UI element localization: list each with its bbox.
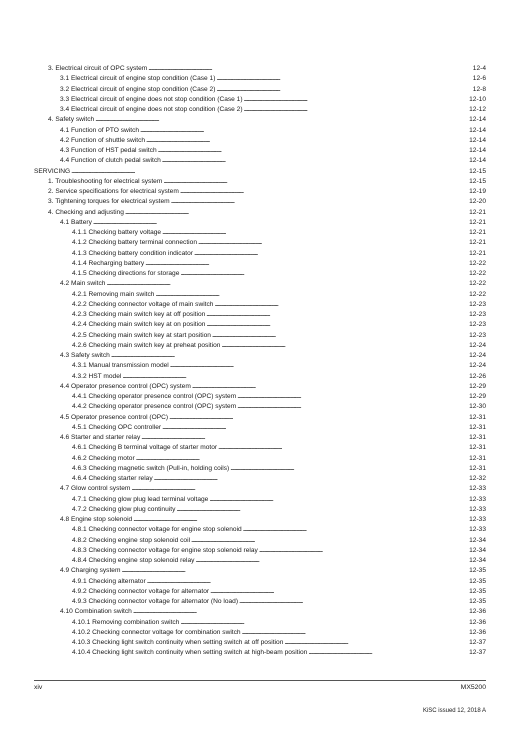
dot-leader xyxy=(206,320,468,330)
dot-leader xyxy=(145,259,468,269)
toc-entry-page: 12-30 xyxy=(469,403,486,411)
toc-entry-page: 12-15 xyxy=(469,167,486,175)
toc-entry-title: 4.1.2 Checking battery terminal connection xyxy=(72,239,197,247)
dot-leader xyxy=(237,392,468,402)
toc-entry-page: 12-34 xyxy=(469,546,486,554)
dot-leader xyxy=(180,269,468,279)
toc-entry[interactable] xyxy=(34,423,486,433)
toc-entry-page: 12-34 xyxy=(469,536,486,544)
toc-entry[interactable] xyxy=(34,126,486,136)
toc-entry-page: 12-35 xyxy=(469,587,486,595)
toc-entry[interactable] xyxy=(34,515,486,525)
toc-entry[interactable] xyxy=(34,269,486,279)
toc-entry[interactable] xyxy=(34,495,486,505)
dot-leader xyxy=(141,433,468,443)
dot-leader xyxy=(171,197,468,207)
model-name: MX5200 xyxy=(460,684,486,691)
toc-entry-page: 12-6 xyxy=(472,75,486,83)
dot-leader xyxy=(169,413,468,423)
toc-entry[interactable] xyxy=(34,392,486,402)
toc-entry-page: 12-31 xyxy=(469,423,486,431)
toc-entry-page: 12-29 xyxy=(469,382,486,390)
toc-entry-title: 4.10 Combination switch xyxy=(60,608,132,616)
toc-entry-page: 12-12 xyxy=(469,106,486,113)
toc-entry-page: 12-14 xyxy=(469,126,486,134)
toc-entry-page: 12-33 xyxy=(469,526,486,534)
footer-divider xyxy=(34,680,486,681)
toc-entry[interactable] xyxy=(34,454,486,464)
toc-entry-title: 4.2.6 Checking main switch key at preheat position xyxy=(72,341,221,349)
toc-entry[interactable] xyxy=(34,310,486,320)
dot-leader xyxy=(136,454,468,464)
dot-leader xyxy=(216,74,471,84)
dot-leader xyxy=(244,105,469,115)
dot-leader xyxy=(180,618,468,628)
toc-entry-title: 4. Safety switch xyxy=(48,116,95,124)
toc-entry-page: 12-8 xyxy=(472,85,486,93)
toc-entry-title: 4.1.3 Checking battery condition indicator xyxy=(72,249,193,257)
toc-entry[interactable] xyxy=(34,443,486,453)
toc-entry-title: 4.2.2 Checking connector voltage of main switch xyxy=(72,300,214,308)
toc-entry-title: 4.4.1 Checking operator presence control (OPC) system xyxy=(72,393,237,400)
toc-entry-page: 12-35 xyxy=(469,598,486,605)
toc-entry[interactable] xyxy=(34,341,486,351)
toc-entry-title: SERVICING xyxy=(34,167,71,175)
toc-entry-title: 4.8.1 Checking connector voltage for engine stop solenoid xyxy=(72,526,242,534)
toc-entry[interactable] xyxy=(34,587,486,597)
toc-entry-page: 12-14 xyxy=(469,157,486,165)
toc-entry-title: 4.4 Operator presence control (OPC) system xyxy=(60,382,191,390)
dot-leader xyxy=(218,443,468,453)
toc-entry[interactable] xyxy=(34,197,486,207)
toc-entry[interactable] xyxy=(34,259,486,269)
dot-leader xyxy=(221,341,468,351)
toc-entry-page: 12-20 xyxy=(469,198,486,206)
toc-entry[interactable] xyxy=(34,597,486,607)
dot-leader xyxy=(243,525,468,535)
toc-entry-title: 4.7.1 Checking glow plug lead terminal voltage xyxy=(72,495,209,503)
toc-entry-title: 4.8 Engine stop solenoid xyxy=(60,516,133,523)
issue-note: KiSC issued 12, 2018 A xyxy=(422,708,486,714)
toc-entry-title: 2. Service specifications for electrical system xyxy=(48,188,179,195)
toc-entry-page: 12-23 xyxy=(469,331,486,339)
toc-entry-page: 12-33 xyxy=(469,505,486,513)
toc-entry-page: 12-29 xyxy=(469,393,486,400)
toc-entry-title: 3.1 Electrical circuit of engine stop condition (Case 1) xyxy=(60,75,216,83)
toc-entry-page: 12-22 xyxy=(469,290,486,298)
dot-leader xyxy=(214,300,468,310)
dot-leader xyxy=(125,208,468,218)
dot-leader xyxy=(284,638,468,648)
toc-entry[interactable] xyxy=(34,413,486,423)
toc-entry[interactable] xyxy=(34,167,486,177)
toc-entry-title: 4.6 Starter and starter relay xyxy=(60,434,141,441)
dot-leader xyxy=(148,64,472,74)
toc-entry-title: 4.10.1 Removing combination switch xyxy=(72,618,180,626)
toc-entry-title: 4.9.1 Checking alternator xyxy=(72,577,146,585)
toc-entry[interactable] xyxy=(34,115,486,125)
toc-entry-title: 4.8.3 Checking connector voltage for engine stop solenoid relay xyxy=(72,546,258,554)
toc-entry[interactable] xyxy=(34,433,486,443)
toc-entry-title: 4.9.2 Checking connector voltage for alternator xyxy=(72,587,210,595)
dot-leader xyxy=(230,464,468,474)
toc-entry-page: 12-37 xyxy=(469,639,486,646)
toc-entry-title: 3.4 Electrical circuit of engine does not stop condition (Case 2) xyxy=(60,106,243,113)
dot-leader xyxy=(308,648,468,658)
toc-entry-title: 4.2 Main switch xyxy=(60,280,106,288)
toc-entry[interactable] xyxy=(34,556,486,566)
toc-entry-page: 12-4 xyxy=(472,65,486,72)
dot-leader xyxy=(155,290,468,300)
toc-entry-title: 4.4.2 Checking operator presence control (OPC) system xyxy=(72,403,237,411)
toc-entry-page: 12-10 xyxy=(469,95,486,103)
toc-entry[interactable] xyxy=(34,648,486,658)
toc-entry-page: 12-14 xyxy=(469,136,486,144)
toc-entry-page: 12-31 xyxy=(469,434,486,441)
toc-entry-page: 12-24 xyxy=(469,341,486,349)
toc-entry-title: 4.9.3 Checking connector voltage for alternator (No load) xyxy=(72,598,239,605)
toc-entry-title: 4.6.3 Checking magnetic switch (Pull-in, holding coils) xyxy=(72,464,230,472)
dot-leader xyxy=(206,310,468,320)
toc-entry-title: 4. Checking and adjusting xyxy=(48,208,124,216)
dot-leader xyxy=(180,187,468,197)
toc-entry[interactable] xyxy=(34,618,486,628)
toc-entry[interactable] xyxy=(34,566,486,576)
dot-leader xyxy=(210,587,468,597)
toc-entry-title: 3. Electrical circuit of OPC system xyxy=(48,65,148,72)
dot-leader xyxy=(242,628,469,638)
dot-leader xyxy=(131,484,468,494)
toc-entry-title: 4.9 Charging system xyxy=(60,567,121,575)
toc-entry[interactable] xyxy=(34,525,486,535)
toc-entry[interactable] xyxy=(34,638,486,648)
toc-entry-page: 12-21 xyxy=(469,249,486,257)
dot-leader xyxy=(122,372,468,382)
toc-entry-title: 4.6.4 Checking starter relay xyxy=(72,475,153,482)
toc-entry-title: 3.3 Electrical circuit of engine does not stop condition (Case 1) xyxy=(60,95,243,103)
dot-leader xyxy=(162,423,468,433)
toc-entry[interactable] xyxy=(34,546,486,556)
toc-entry[interactable] xyxy=(34,64,486,74)
toc-entry-page: 12-36 xyxy=(469,628,486,636)
dot-leader xyxy=(133,607,468,617)
toc-entry-page: 12-36 xyxy=(469,618,486,626)
toc-entry[interactable] xyxy=(34,228,486,238)
toc-entry[interactable] xyxy=(34,484,486,494)
toc-entry[interactable] xyxy=(34,290,486,300)
toc-entry[interactable] xyxy=(34,320,486,330)
toc-entry-page: 12-26 xyxy=(469,372,486,380)
toc-entry-page: 12-15 xyxy=(469,177,486,185)
dot-leader xyxy=(237,402,468,412)
toc-entry[interactable] xyxy=(34,577,486,587)
toc-entry[interactable] xyxy=(34,474,486,484)
table-of-contents xyxy=(34,64,486,659)
toc-entry[interactable] xyxy=(34,249,486,259)
dot-leader xyxy=(259,546,468,556)
toc-entry[interactable] xyxy=(34,536,486,546)
toc-entry-page: 12-21 xyxy=(469,229,486,236)
toc-entry-page: 12-21 xyxy=(469,208,486,216)
dot-leader xyxy=(162,156,468,166)
dot-leader xyxy=(154,474,468,484)
toc-entry-title: 4.2.1 Removing main switch xyxy=(72,290,155,298)
dot-leader xyxy=(163,177,468,187)
toc-entry-page: 12-24 xyxy=(469,362,486,370)
dot-leader xyxy=(111,351,468,361)
dot-leader xyxy=(147,577,468,587)
toc-entry[interactable] xyxy=(34,361,486,371)
toc-entry-page: 12-35 xyxy=(469,577,486,585)
toc-entry[interactable] xyxy=(34,382,486,392)
toc-entry[interactable] xyxy=(34,238,486,248)
toc-entry-title: 4.10.2 Checking connector voltage for combination switch xyxy=(72,628,241,636)
toc-entry-page: 12-24 xyxy=(469,352,486,359)
toc-entry-page: 12-33 xyxy=(469,495,486,503)
dot-leader xyxy=(191,536,468,546)
toc-entry[interactable] xyxy=(34,351,486,361)
dot-leader xyxy=(121,566,468,576)
toc-entry-title: 3. Tightening torques for electrical system xyxy=(48,198,170,206)
toc-entry-title: 4.3.2 HST model xyxy=(72,372,122,380)
toc-entry-title: 4.1 Battery xyxy=(60,218,92,226)
toc-entry-title: 4.8.2 Checking engine stop solenoid coil xyxy=(72,536,191,544)
toc-entry-title: 4.3 Function of HST pedal switch xyxy=(60,147,157,154)
dot-leader xyxy=(158,146,468,156)
toc-entry-page: 12-22 xyxy=(469,259,486,267)
toc-entry-page: 12-36 xyxy=(469,608,486,616)
toc-entry-page: 12-33 xyxy=(469,485,486,493)
toc-entry[interactable] xyxy=(34,607,486,617)
toc-entry-title: 4.2.3 Checking main switch key at off position xyxy=(72,311,206,318)
toc-entry-page: 12-23 xyxy=(469,311,486,318)
dot-leader xyxy=(170,361,468,371)
toc-entry-page: 12-23 xyxy=(469,321,486,329)
toc-entry-title: 1. Troubleshooting for electrical system xyxy=(48,177,163,185)
toc-entry-page: 12-34 xyxy=(469,557,486,564)
toc-entry-page: 12-19 xyxy=(469,188,486,195)
page-number: xiv xyxy=(34,684,43,691)
toc-entry-title: 4.7 Glow control system xyxy=(60,485,131,493)
toc-entry[interactable] xyxy=(34,136,486,146)
toc-entry[interactable] xyxy=(34,146,486,156)
dot-leader xyxy=(140,126,468,136)
dot-leader xyxy=(176,505,468,515)
toc-entry-title: 4.10.4 Checking light switch continuity when setting switch at high-beam position xyxy=(72,649,308,657)
toc-entry[interactable] xyxy=(34,402,486,412)
toc-entry-page: 12-31 xyxy=(469,413,486,421)
toc-entry-title: 4.1.5 Checking directions for storage xyxy=(72,270,180,277)
toc-entry-title: 4.4 Function of clutch pedal switch xyxy=(60,157,161,165)
toc-entry-title: 4.1.1 Checking battery voltage xyxy=(72,229,162,236)
toc-entry[interactable] xyxy=(34,464,486,474)
toc-entry[interactable] xyxy=(34,300,486,310)
dot-leader xyxy=(162,228,468,238)
toc-entry-page: 12-21 xyxy=(469,218,486,226)
toc-entry[interactable] xyxy=(34,505,486,515)
toc-entry-title: 4.6.2 Checking motor xyxy=(72,454,135,462)
dot-leader xyxy=(106,279,468,289)
toc-entry-page: 12-23 xyxy=(469,300,486,308)
toc-entry-title: 4.10.3 Checking light switch continuity when setting switch at off position xyxy=(72,639,284,646)
dot-leader xyxy=(146,136,468,146)
toc-entry[interactable] xyxy=(34,372,486,382)
toc-entry-page: 12-31 xyxy=(469,444,486,452)
toc-entry-title: 4.2 Function of shuttle switch xyxy=(60,136,146,144)
dot-leader xyxy=(194,249,468,259)
toc-entry[interactable] xyxy=(34,177,486,187)
toc-entry[interactable] xyxy=(34,187,486,197)
toc-entry-page: 12-37 xyxy=(469,649,486,657)
toc-entry-page: 12-33 xyxy=(469,516,486,523)
dot-leader xyxy=(71,167,468,177)
dot-leader xyxy=(209,495,468,505)
toc-entry[interactable] xyxy=(34,95,486,105)
toc-entry-page: 12-22 xyxy=(469,280,486,288)
toc-entry[interactable] xyxy=(34,74,486,84)
toc-entry-title: 4.5.1 Checking OPC controller xyxy=(72,423,162,431)
toc-entry[interactable] xyxy=(34,156,486,166)
toc-entry[interactable] xyxy=(34,85,486,95)
dot-leader xyxy=(192,382,468,392)
toc-entry-page: 12-32 xyxy=(469,475,486,482)
dot-leader xyxy=(195,556,468,566)
toc-entry-page: 12-31 xyxy=(469,454,486,462)
toc-entry-title: 4.6.1 Checking B terminal voltage of starter motor xyxy=(72,444,218,452)
toc-entry-page: 12-14 xyxy=(469,116,486,124)
dot-leader xyxy=(95,115,468,125)
toc-entry-title: 4.5 Operator presence control (OPC) xyxy=(60,413,169,421)
dot-leader xyxy=(133,515,468,525)
toc-entry[interactable] xyxy=(34,628,486,638)
dot-leader xyxy=(212,331,468,341)
toc-entry-page: 12-35 xyxy=(469,567,486,575)
toc-entry[interactable] xyxy=(34,279,486,289)
toc-entry[interactable] xyxy=(34,208,486,218)
dot-leader xyxy=(93,218,468,228)
toc-entry-title: 4.2.4 Checking main switch key at on position xyxy=(72,321,206,329)
toc-entry-title: 3.2 Electrical circuit of engine stop condition (Case 2) xyxy=(60,85,216,93)
dot-leader xyxy=(198,238,468,248)
dot-leader xyxy=(239,597,468,607)
dot-leader xyxy=(216,85,471,95)
dot-leader xyxy=(244,95,469,105)
toc-entry[interactable] xyxy=(34,218,486,228)
toc-entry[interactable] xyxy=(34,331,486,341)
toc-entry-title: 4.7.2 Checking glow plug continuity xyxy=(72,505,176,513)
toc-entry-title: 4.1.4 Recharging battery xyxy=(72,259,145,267)
toc-entry-page: 12-14 xyxy=(469,147,486,154)
toc-entry-page: 12-21 xyxy=(469,239,486,247)
toc-entry-title: 4.3 Safety switch xyxy=(60,352,110,359)
toc-entry-page: 12-22 xyxy=(469,270,486,277)
toc-entry-title: 4.3.1 Manual transmission model xyxy=(72,362,169,370)
toc-entry-title: 4.1 Function of PTO switch xyxy=(60,126,140,134)
toc-entry[interactable] xyxy=(34,105,486,115)
toc-entry-page: 12-31 xyxy=(469,464,486,472)
toc-entry-title: 4.8.4 Checking engine stop solenoid relay xyxy=(72,557,195,564)
toc-entry-title: 4.2.5 Checking main switch key at start position xyxy=(72,331,211,339)
